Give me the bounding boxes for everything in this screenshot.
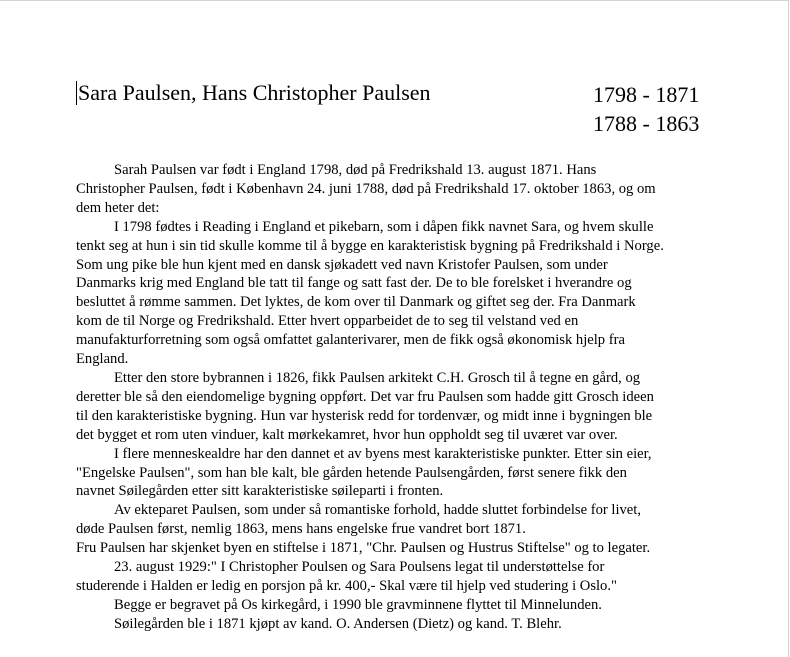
years-sara: 1798 - 1871 [593, 82, 700, 107]
heading-names: Sara Paulsen, Hans Christopher Paulsen [78, 80, 431, 105]
text-line: dem heter det: [76, 199, 160, 216]
text-line: I flere menneskealdre har den dannet et av byens mest karakteristiske punkter. Etter sin eier, [114, 445, 652, 462]
text-cursor [76, 81, 77, 105]
text-line: Sarah Paulsen var født i England 1798, død på Fredrikshald 13. august 1871. Hans [114, 162, 597, 178]
text-line: døde Paulsen først, nemlig 1863, mens hans engelske frue vandret bort 1871. [76, 521, 526, 538]
text-line: Etter den store bybrannen i 1826, fikk Paulsen arkitekt C.H. Grosch til å tegne en gård, og [114, 369, 641, 386]
text-line: studerende i Halden er ledig en porsjon på kr. 400,- Skal være til hjelp ved studering i Oslo." [76, 577, 617, 594]
text-line: besluttet å rømme sammen. Det lyktes, de kom over til Danmark og giftet seg der. Fra Danmark [76, 294, 636, 311]
text-line: 23. august 1929:" I Christopher Poulsen og Sara Poulsens legat til understøttelse for [114, 559, 605, 576]
document-body [76, 161, 726, 634]
text-line: Christopher Paulsen, født i København 24. juni 1788, død på Fredrikshald 17. oktober 1863, og om [76, 180, 656, 197]
text-line: tenkt seg at hun i sin tid skulle komme til å bygge en karakteristisk bygning på Fredrikshald i Norge. [76, 237, 664, 254]
text-line: til den karakteristiske bygning. Hun var hysterisk redd for tordenvær, og midt inne i bygningen ble [76, 407, 653, 424]
text-line: kom de til Norge og Fredrikshald. Etter hvert opparbeidet de to seg til velstand ved en [76, 313, 579, 330]
text-line: deretter ble så den eiendomelige bygning oppført. Det var fru Paulsen som hadde gitt Grosch ideen [76, 388, 654, 405]
text-line: "Engelske Paulsen", som han ble kalt, ble gården hetende Paulsengården, først senere fikk den [76, 464, 627, 481]
text-line: Danmarks krig med England ble tatt til fange og satt fast der. De to ble forelsket i hverandre og [76, 275, 632, 292]
text-line: navnet Søilegården etter sitt karakteristiske søileparti i fronten. [76, 483, 444, 500]
heading-years [593, 80, 699, 138]
text-line: Av ekteparet Paulsen, som under så romantiske forhold, hadde sluttet forbindelse for livet, [114, 502, 641, 519]
text-line: Som ung pike ble hun kjent med en dansk sjøkadett ved navn Kristofer Paulsen, som under [76, 256, 608, 273]
text-line: manufakturforretning som også omfattet galanterivarer, men de fikk også økonomisk hjelp fra [76, 332, 625, 349]
text-line: Begge er begravet på Os kirkegård, i 1990 ble gravminnene flyttet til Minnelunden. [114, 596, 602, 613]
text-line: Fru Paulsen har skjenket byen en stiftelse i 1871, "Chr. Paulsen og Hustrus Stiftelse" og to legater. [76, 540, 651, 557]
text-line: Søilegården ble i 1871 kjøpt av kand. O. Andersen (Dietz) og kand. T. Blehr. [114, 615, 562, 632]
text-line: I 1798 fødtes i Reading i England et pikebarn, som i dåpen fikk navnet Sara, og hvem skulle [114, 218, 654, 235]
years-hans: 1788 - 1863 [593, 111, 700, 136]
text-line: England. [76, 351, 129, 368]
text-line: det bygget et rom uten vinduer, kalt mørkekamret, hvor hun oppholdt seg til uværet var over. [76, 426, 618, 443]
